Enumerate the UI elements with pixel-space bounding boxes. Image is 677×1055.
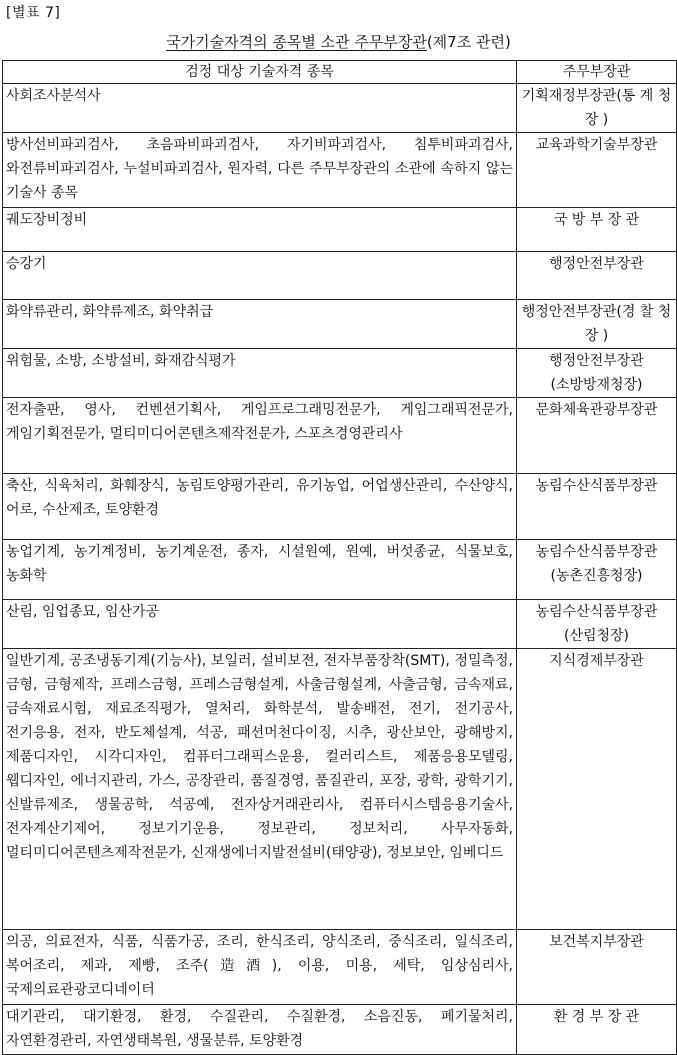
annex-label: [별표 7]	[6, 5, 61, 21]
row-ministry: 환 경 부 장 관	[517, 1005, 677, 1055]
title-suffix: (제7조 관련)	[426, 33, 511, 51]
row-items: 위험물, 소방, 소방설비, 화재감식평가	[3, 349, 517, 398]
title-main: 국가기술자격의 종목별 소관 주무부장관	[166, 33, 427, 51]
table-row	[3, 649, 677, 930]
row-ministry: 문화체육관광부장관	[517, 398, 677, 474]
header-items: 검정 대상 기술자격 종목	[3, 61, 517, 84]
table-header-row	[3, 61, 677, 84]
table-row	[3, 474, 677, 540]
table-row	[3, 300, 677, 349]
row-items: 대기관리, 대기환경, 환경, 수질관리, 수질환경, 소음진동, 폐기물처리, 자연환경관리, 자연생태복원, 생물분류, 토양환경	[3, 1005, 517, 1055]
table-row	[3, 349, 677, 398]
row-items: 화약류관리, 화약류제조, 화약취급	[3, 300, 517, 349]
row-items: 산림, 임업종묘, 임산가공	[3, 600, 517, 649]
row-ministry: 국 방 부 장 관	[517, 208, 677, 252]
table-row	[3, 133, 677, 208]
row-items: 전자출판, 영사, 컨벤션기획사, 게임프로그래밍전문가, 게임그래픽전문가, 게임기획전문가, 멀티미디어콘텐츠제작전문가, 스포츠경영관리사	[3, 398, 517, 474]
row-items: 방사선비파괴검사, 초음파비파괴검사, 자기비파괴검사, 침투비파괴검사, 와전류비파괴검사, 누설비파괴검사, 원자력, 다른 주무부장관의 소관에 속하지 않는 기술사 종목	[3, 133, 517, 208]
row-ministry: 교육과학기술부장관	[517, 133, 677, 208]
row-items: 궤도장비정비	[3, 208, 517, 252]
row-ministry: 지식경제부장관	[517, 649, 677, 930]
row-ministry: 농림수산식품부장관(산림청장)	[517, 600, 677, 649]
table-row	[3, 600, 677, 649]
row-items: 축산, 식육처리, 화훼장식, 농림토양평가관리, 유기농업, 어업생산관리, 수산양식, 어로, 수산제조, 토양환경	[3, 474, 517, 540]
table-row	[3, 540, 677, 600]
table-row	[3, 84, 677, 133]
row-items: 농업기계, 농기계정비, 농기계운전, 종자, 시설원예, 원예, 버섯종균, 식물보호, 농화학	[3, 540, 517, 600]
document-title	[0, 31, 677, 52]
row-ministry: 농림수산식품부장관	[517, 474, 677, 540]
row-ministry: 기획재정부장관(통 계 청 장 )	[517, 84, 677, 133]
table-row	[3, 930, 677, 1005]
row-ministry: 행정안전부장관(경 찰 청 장 )	[517, 300, 677, 349]
table-row	[3, 1005, 677, 1055]
ministry-table	[2, 60, 677, 1055]
row-ministry: 행정안전부장관(소방방재청장)	[517, 349, 677, 398]
table-row	[3, 208, 677, 252]
row-items: 승강기	[3, 252, 517, 300]
header-ministry: 주무부장관	[517, 61, 677, 84]
table-row	[3, 252, 677, 300]
row-items: 의공, 의료전자, 식품, 식품가공, 조리, 한식조리, 양식조리, 중식조리, 일식조리, 복어조리, 제과, 제빵, 조주(造酒), 이용, 미용, 세탁, 임상심리사, 국제의료관광코디네이터	[3, 930, 517, 1005]
row-ministry: 농림수산식품부장관(농촌진흥청장)	[517, 540, 677, 600]
row-items: 일반기계, 공조냉동기계(기능사), 보일러, 설비보전, 전자부품장착(SMT), 정밀측정, 금형, 금형제작, 프레스금형, 프레스금형설계, 사출금형설계, 사출금형, 금속재료, 금속재료시험, 재료조직평가, 열처리, 화학분석, 발송배전, 전기, 전기공사, 전기응용, 전자, 반도체설계, 석공, 패션머천다이징, 시추, 광산보안, 광해방지, 제품디자인, 시각디자인, 컴퓨터그래픽스운용, 컬러리스트, 제품응용모델링, 웹디자인, 에너지관리, 가스, 공장관리, 품질경영, 품질관리, 포장, 광학, 광학기기, 신발류제조, 생물공학, 석공예, 전자상거래관리사, 컴퓨터시스템응용기술사, 전자계산기제어, 정보기기운용, 정보관리, 정보처리, 사무자동화, 멀티미디어콘텐츠제작전문가, 신재생에너지발전설비(태양광), 정보보안, 임베디드	[3, 649, 517, 930]
row-ministry: 행정안전부장관	[517, 252, 677, 300]
table-row	[3, 398, 677, 474]
row-items: 사회조사분석사	[3, 84, 517, 133]
row-ministry: 보건복지부장관	[517, 930, 677, 1005]
